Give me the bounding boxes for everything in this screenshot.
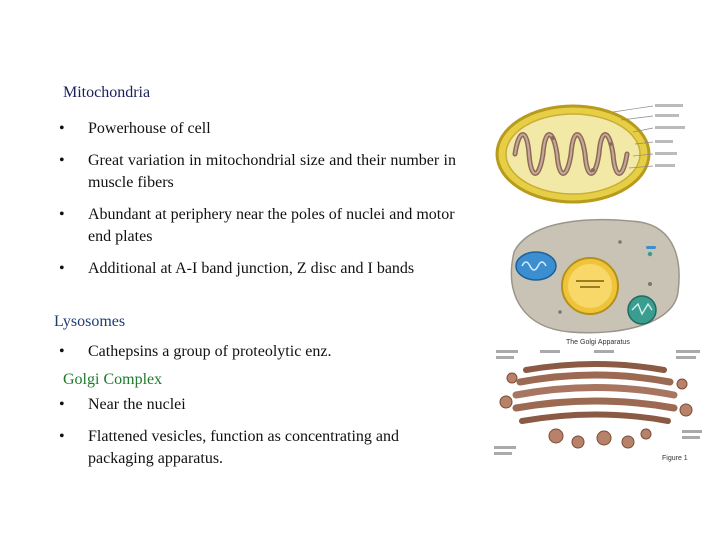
golgi-apparatus-illustration [486, 338, 710, 466]
mitochondrion-illustration [493, 98, 693, 210]
bullet-marker: • [59, 428, 65, 445]
bullet-marker: • [59, 152, 65, 169]
bullet-text: Additional at A-I band junction, Z disc and I bands [88, 260, 415, 277]
golgi-figure-caption: Figure 1 [662, 455, 688, 462]
bullet-text: Cathepsins a group of proteolytic enz. [88, 343, 332, 360]
heading-mitochondria: Mitochondria [63, 84, 151, 101]
bullet-marker: • [59, 396, 65, 413]
bullet-marker: • [59, 260, 65, 277]
bullet-text: Great variation in mitochondrial size and their number in muscle fibers [88, 152, 456, 191]
bullet-marker: • [59, 343, 65, 360]
bullet-marker: • [59, 206, 65, 223]
bullet-text: Powerhouse of cell [88, 120, 211, 137]
bullet-text: Flattened vesicles, function as concentrating and packaging apparatus. [88, 428, 400, 467]
heading-golgi-complex: Golgi Complex [63, 371, 163, 388]
lysosome-cell-illustration [500, 212, 686, 340]
bullet-text: Near the nuclei [88, 396, 186, 413]
golgi-figure-title: The Golgi Apparatus [566, 339, 630, 346]
bullet-marker: • [59, 120, 65, 137]
heading-lysosomes: Lysosomes [54, 313, 126, 330]
bullet-text: Abundant at periphery near the poles of nuclei and motor end plates [88, 206, 455, 245]
